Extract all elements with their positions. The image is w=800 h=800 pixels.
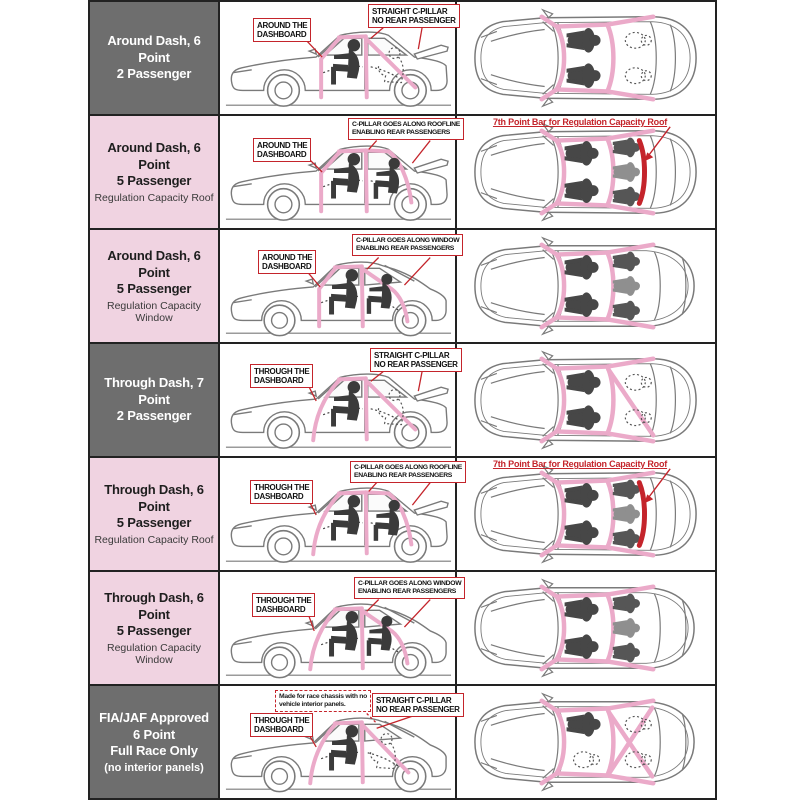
dashboard-callout xyxy=(253,18,311,42)
row-5-side-view xyxy=(220,458,463,570)
c-pillar-callout xyxy=(352,234,463,256)
seventh-point-note: 7th Point Bar for Regulation Capacity Roof xyxy=(492,117,668,127)
row-2-title-line2: 5 Passenger xyxy=(116,173,192,189)
callout-line: AROUND THE xyxy=(262,253,313,262)
callout-line: THROUGH THE xyxy=(256,596,312,605)
row-2-side-view xyxy=(220,116,461,228)
car-top-drawing xyxy=(457,686,715,798)
row-5-subtitle: Regulation Capacity Roof xyxy=(94,534,214,547)
dashboard-callout xyxy=(252,593,315,617)
row-4-label xyxy=(90,344,220,456)
dashboard-callout xyxy=(250,480,313,504)
row-3-title-line1: Around Dash, 6 Point xyxy=(107,247,201,280)
row-1-title-line1: Around Dash, 6 Point xyxy=(107,32,201,65)
callout-line: THROUGH THE xyxy=(254,483,310,492)
car-top-drawing xyxy=(457,458,715,570)
row-6-label xyxy=(90,572,220,684)
row-5-title-line1: Through Dash, 6 Point xyxy=(104,481,204,514)
row-2-subtitle: Regulation Capacity Roof xyxy=(94,192,214,205)
row-2-title-line1: Around Dash, 6 Point xyxy=(107,139,201,172)
callout-line: DASHBOARD xyxy=(254,376,304,386)
row-4-side-view xyxy=(220,344,457,456)
row-5-top-view xyxy=(457,458,715,570)
callout-line: NO REAR PASSENGER xyxy=(374,360,458,370)
callout-line: DASHBOARD xyxy=(254,725,304,735)
callout-line: NO REAR PASSENGER xyxy=(372,16,456,26)
callout-line: ENABLING REAR PASSENGERS xyxy=(354,471,453,479)
callout-line: ENABLING REAR PASSENGERS xyxy=(358,587,457,595)
row-6-top-view xyxy=(457,572,715,684)
config-row-6 xyxy=(90,572,715,686)
row-7-title-line1: FIA/JAF Approved xyxy=(99,709,209,725)
callout-line: Made for race chassis with no xyxy=(279,693,367,700)
car-top-drawing xyxy=(457,572,715,684)
seventh-point-note: 7th Point Bar for Regulation Capacity Roof xyxy=(492,459,668,469)
callout-line: ENABLING REAR PASSENGERS xyxy=(356,244,455,252)
row-6-side-view xyxy=(220,572,462,684)
car-top-drawing xyxy=(457,2,715,114)
car-top-drawing xyxy=(457,230,715,342)
car-top-drawing xyxy=(457,116,715,228)
row-5-title-line2: 5 Passenger xyxy=(116,515,192,531)
c-pillar-callout xyxy=(372,693,464,717)
callout-line: NO REAR PASSENGER xyxy=(376,705,460,715)
callout-line: C-PILLAR GOES ALONG WINDOW xyxy=(358,580,462,587)
c-pillar-callout xyxy=(348,118,464,140)
callout-line: STRAIGHT C-PILLAR xyxy=(372,7,448,16)
row-1-top-view xyxy=(457,2,715,114)
callout-line: DASHBOARD xyxy=(262,262,312,272)
row-3-top-view xyxy=(457,230,715,342)
row-1-title-line2: 2 Passenger xyxy=(116,66,192,82)
row-4-title-line1: Through Dash, 7 Point xyxy=(104,374,204,407)
row-5-label xyxy=(90,458,220,570)
row-4-title-line2: 2 Passenger xyxy=(116,408,192,424)
row-3-title-line2: 5 Passenger xyxy=(116,281,192,297)
dashboard-callout xyxy=(250,364,313,388)
row-1-side-view xyxy=(220,2,457,114)
row-3-side-view xyxy=(220,230,460,342)
config-row-4 xyxy=(90,344,715,458)
config-row-2 xyxy=(90,116,715,230)
row-6-title-line2: 5 Passenger xyxy=(116,623,192,639)
row-2-label xyxy=(90,116,220,228)
callout-line: STRAIGHT C-PILLAR xyxy=(376,696,452,705)
row-7-subtitle: (no interior panels) xyxy=(104,762,204,775)
dashboard-callout xyxy=(250,713,313,737)
callout-line: DASHBOARD xyxy=(257,30,307,40)
row-6-subtitle: Regulation Capacity Window xyxy=(107,642,201,667)
callout-line: vehicle interior panels. xyxy=(279,700,346,708)
row-1-label xyxy=(90,2,220,114)
callout-line: DASHBOARD xyxy=(257,150,307,160)
callout-line: AROUND THE xyxy=(257,141,308,150)
callout-line: C-PILLAR GOES ALONG ROOFLINE xyxy=(354,464,463,471)
config-row-5 xyxy=(90,458,715,572)
callout-line: AROUND THE xyxy=(257,21,308,30)
row-7-title-line2: 6 Point xyxy=(133,726,175,742)
car-top-drawing xyxy=(457,344,715,456)
race-chassis-callout xyxy=(275,690,371,712)
row-7-side-view xyxy=(220,686,460,798)
row-4-top-view xyxy=(457,344,715,456)
row-2-top-view xyxy=(457,116,715,228)
row-7-top-view xyxy=(457,686,715,798)
c-pillar-callout xyxy=(354,577,465,599)
row-7-title-line3: Full Race Only xyxy=(110,743,198,759)
c-pillar-callout xyxy=(350,461,466,483)
callout-line: DASHBOARD xyxy=(254,492,304,502)
callout-line: DASHBOARD xyxy=(256,605,306,615)
config-row-1 xyxy=(90,2,715,116)
dashboard-callout xyxy=(253,138,311,162)
callout-line: C-PILLAR GOES ALONG ROOFLINE xyxy=(352,121,461,128)
c-pillar-callout xyxy=(370,348,462,372)
config-row-7 xyxy=(90,686,715,798)
callout-line: C-PILLAR GOES ALONG WINDOW xyxy=(356,237,460,244)
row-3-label xyxy=(90,230,220,342)
row-3-subtitle: Regulation Capacity Window xyxy=(107,300,201,325)
row-7-label xyxy=(90,686,220,798)
callout-line: STRAIGHT C-PILLAR xyxy=(374,351,450,360)
c-pillar-callout xyxy=(368,4,460,28)
callout-line: THROUGH THE xyxy=(254,367,310,376)
config-row-3 xyxy=(90,230,715,344)
configuration-table xyxy=(88,0,717,800)
dashboard-callout xyxy=(258,250,316,274)
row-6-title-line1: Through Dash, 6 Point xyxy=(104,589,204,622)
callout-line: ENABLING REAR PASSENGERS xyxy=(352,128,451,136)
callout-line: THROUGH THE xyxy=(254,716,310,725)
